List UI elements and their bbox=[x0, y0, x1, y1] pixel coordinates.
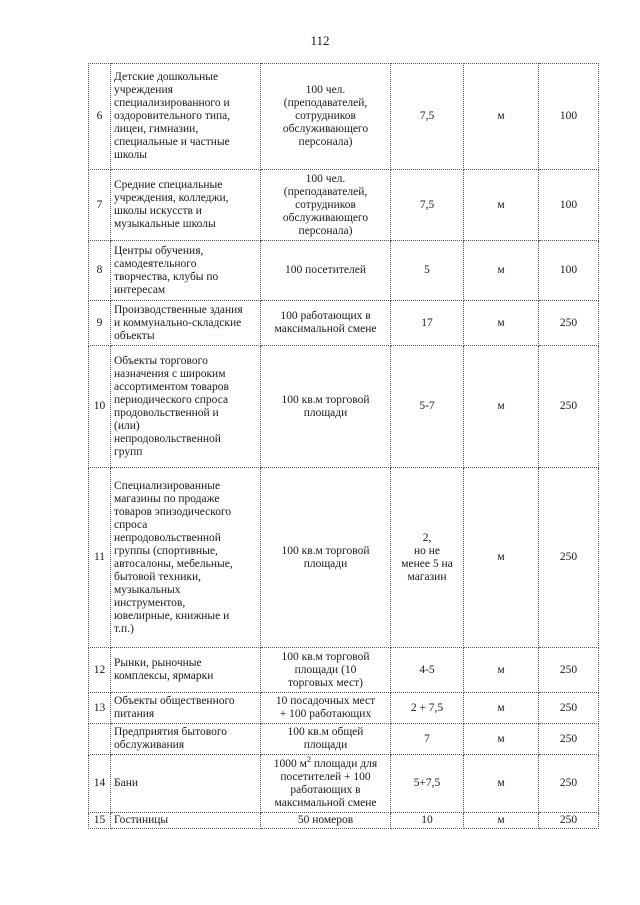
row-number: 11 bbox=[89, 468, 111, 648]
measure-unit-cell: м bbox=[464, 346, 539, 468]
object-type-cell: Детские дошкольные учреждения специализированного и оздоровительного типа, лицеи, гимназии, специальные и частные школы bbox=[111, 64, 261, 170]
row-number: 7 bbox=[89, 170, 111, 241]
table-row bbox=[89, 724, 599, 755]
parking-norms-table bbox=[88, 63, 599, 829]
row-number bbox=[89, 724, 111, 755]
measure-unit-cell: м bbox=[464, 241, 539, 301]
page-number: 112 bbox=[310, 33, 330, 48]
object-type-cell: Гостиницы bbox=[111, 813, 261, 829]
table-row bbox=[89, 693, 599, 724]
measure-unit-cell: м bbox=[464, 693, 539, 724]
object-type-cell: Объекты торгового назначения с широким ассортиментом товаров периодического спроса продовольственной и (или) непродовольственной групп bbox=[111, 346, 261, 468]
distance-cell: 250 bbox=[539, 724, 599, 755]
row-number: 6 bbox=[89, 64, 111, 170]
row-number: 8 bbox=[89, 241, 111, 301]
table-row bbox=[89, 755, 599, 813]
measure-unit-cell: м bbox=[464, 648, 539, 693]
unit-prefix: 1000 м bbox=[273, 757, 307, 770]
measure-unit-cell: м bbox=[464, 301, 539, 346]
row-number: 14 bbox=[89, 755, 111, 813]
calc-unit-cell: 100 кв.м торговой площади (10 торговых мест) bbox=[261, 648, 391, 693]
parking-spaces-cell: 2 + 7,5 bbox=[391, 693, 464, 724]
object-type-cell: Рынки, рыночные комплексы, ярмарки bbox=[111, 648, 261, 693]
parking-spaces-cell: 7 bbox=[391, 724, 464, 755]
table-row bbox=[89, 648, 599, 693]
unit-suffix: площади для посетителей + 100 работающих в максимальной смене bbox=[274, 757, 378, 809]
table-row bbox=[89, 468, 599, 648]
distance-cell: 100 bbox=[539, 64, 599, 170]
row-number: 13 bbox=[89, 693, 111, 724]
distance-cell: 250 bbox=[539, 301, 599, 346]
parking-spaces-cell: 5 bbox=[391, 241, 464, 301]
distance-cell: 250 bbox=[539, 648, 599, 693]
parking-spaces-cell: 7,5 bbox=[391, 170, 464, 241]
parking-spaces-cell: 5+7,5 bbox=[391, 755, 464, 813]
table-row bbox=[89, 170, 599, 241]
row-number: 10 bbox=[89, 346, 111, 468]
object-type-cell: Производственные здания и коммунально-складские объекты bbox=[111, 301, 261, 346]
parking-spaces-cell: 7,5 bbox=[391, 64, 464, 170]
measure-unit-cell: м bbox=[464, 468, 539, 648]
parking-spaces-cell: 2, но не менее 5 на магазин bbox=[391, 468, 464, 648]
distance-cell: 250 bbox=[539, 468, 599, 648]
row-number: 15 bbox=[89, 813, 111, 829]
object-type-cell: Специализированные магазины по продаже товаров эпизодического спроса непродовольственной группы (спортивные, автосалоны, мебельные, бытовой техники, музыкальных инструментов, ювелирные, книжные и т.п.) bbox=[111, 468, 261, 648]
calc-unit-cell: 100 работающих в максимальной смене bbox=[261, 301, 391, 346]
table-row bbox=[89, 241, 599, 301]
calc-unit-cell: 100 кв.м общей площади bbox=[261, 724, 391, 755]
row-number: 12 bbox=[89, 648, 111, 693]
parking-spaces-cell: 5-7 bbox=[391, 346, 464, 468]
measure-unit-cell: м bbox=[464, 724, 539, 755]
unit-superscript: 2 bbox=[306, 754, 311, 764]
distance-cell: 100 bbox=[539, 170, 599, 241]
table-row bbox=[89, 813, 599, 829]
calc-unit-cell bbox=[261, 755, 391, 813]
object-type-cell: Центры обучения, самодеятельного творчества, клубы по интересам bbox=[111, 241, 261, 301]
parking-spaces-cell: 10 bbox=[391, 813, 464, 829]
measure-unit-cell: м bbox=[464, 64, 539, 170]
calc-unit-cell: 100 чел. (преподавателей, сотрудников обслуживающего персонала) bbox=[261, 64, 391, 170]
calc-unit-cell: 100 посетителей bbox=[261, 241, 391, 301]
distance-cell: 250 bbox=[539, 813, 599, 829]
row-number: 9 bbox=[89, 301, 111, 346]
calc-unit-cell: 100 кв.м торговой площади bbox=[261, 346, 391, 468]
object-type-cell: Средние специальные учреждения, колледжи, школы искусств и музыкальные школы bbox=[111, 170, 261, 241]
calc-unit-cell: 50 номеров bbox=[261, 813, 391, 829]
table-row bbox=[89, 301, 599, 346]
parking-spaces-cell: 4-5 bbox=[391, 648, 464, 693]
calc-unit-cell: 100 чел. (преподавателей, сотрудников обслуживающего персонала) bbox=[261, 170, 391, 241]
distance-cell: 100 bbox=[539, 241, 599, 301]
distance-cell: 250 bbox=[539, 346, 599, 468]
measure-unit-cell: м bbox=[464, 813, 539, 829]
distance-cell: 250 bbox=[539, 755, 599, 813]
calc-unit-cell: 100 кв.м торговой площади bbox=[261, 468, 391, 648]
object-type-cell: Объекты общественного питания bbox=[111, 693, 261, 724]
table-row bbox=[89, 64, 599, 170]
object-type-cell: Предприятия бытового обслуживания bbox=[111, 724, 261, 755]
measure-unit-cell: м bbox=[464, 170, 539, 241]
parking-spaces-cell: 17 bbox=[391, 301, 464, 346]
calc-unit-cell: 10 посадочных мест + 100 работающих bbox=[261, 693, 391, 724]
measure-unit-cell: м bbox=[464, 755, 539, 813]
distance-cell: 250 bbox=[539, 693, 599, 724]
object-type-cell: Бани bbox=[111, 755, 261, 813]
table-row bbox=[89, 346, 599, 468]
